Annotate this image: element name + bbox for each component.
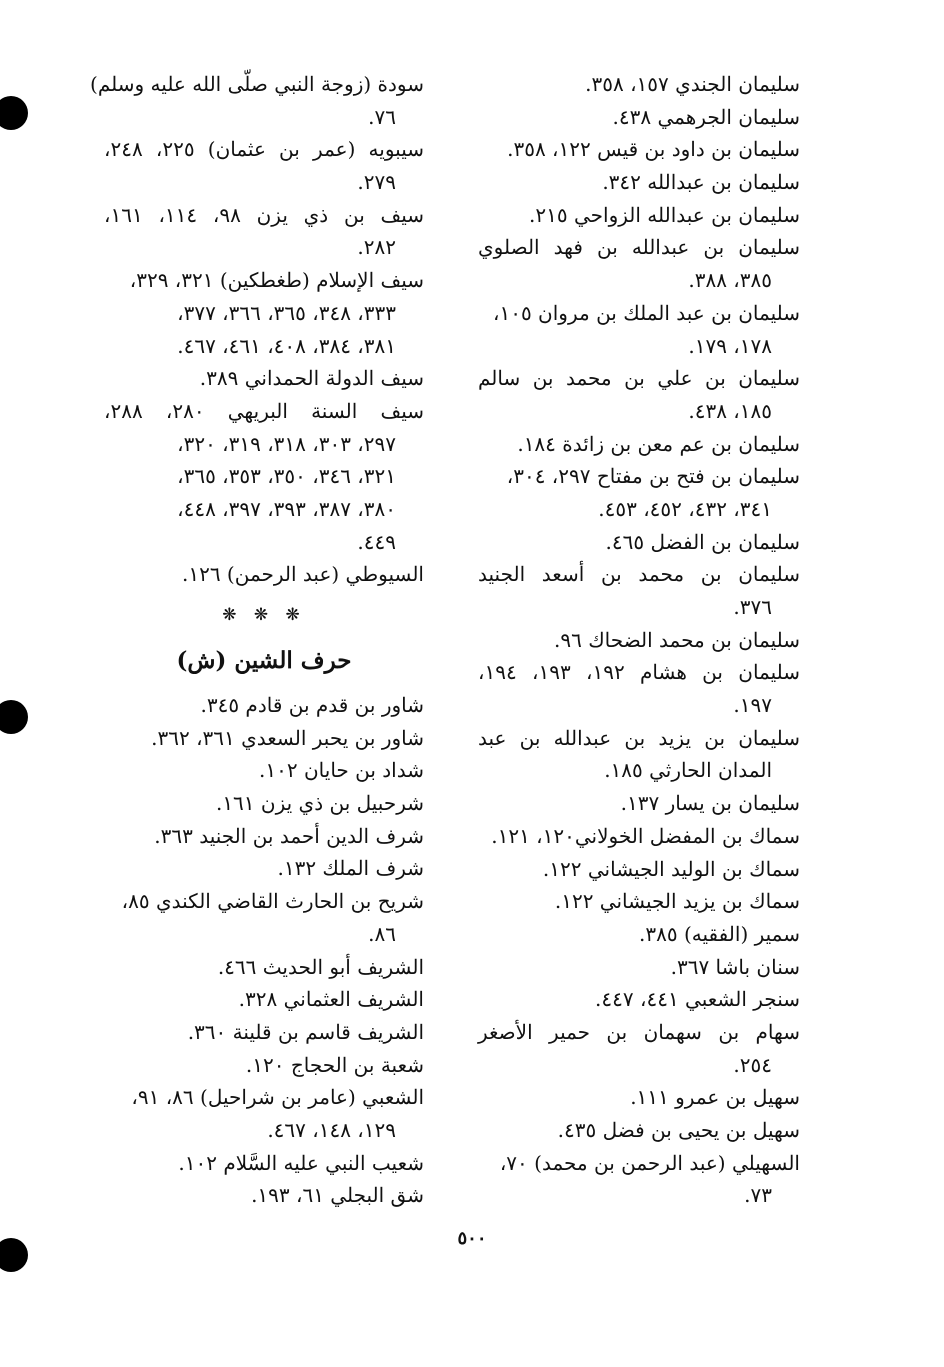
index-entry-continuation: ٣٨٠، ٣٨٧، ٣٩٣، ٣٩٧، ٤٤٨، xyxy=(177,496,396,521)
index-entry: الشريف قاسم بن قلينة ٣٦٠. xyxy=(187,1019,424,1044)
index-entry: سماك بن الوليد الجيشاني ١٢٢. xyxy=(542,856,800,881)
index-column-right xyxy=(478,68,800,1212)
index-entry: سليمان بن علي بن محمد بن سالم xyxy=(478,366,800,391)
index-entry: شعيب النبي عليه السَّلام ١٠٢. xyxy=(178,1150,424,1175)
section-heading: حرف الشين (ش) xyxy=(176,647,352,674)
index-entry: شاور بن يحبر السعدي ٣٦١، ٣٦٢. xyxy=(151,725,424,750)
index-entry: السهيلي (عبد الرحمن بن محمد) ٧٠، xyxy=(499,1150,800,1175)
index-entry: سليمان الجندي ١٥٧، ٣٥٨. xyxy=(585,72,800,96)
index-entry: شريح بن الحارث القاضي الكندي ٨٥، xyxy=(121,889,424,914)
index-entry: سيف الإسلام (طغطكين) ٣٢١، ٣٢٩، xyxy=(129,268,424,293)
index-entry-continuation: ١٧٨، ١٧٩. xyxy=(688,333,772,358)
index-entry-continuation: ٣٧٦. xyxy=(733,595,772,619)
index-entry-continuation: ٤٤٩. xyxy=(357,529,396,554)
index-entry: سهام بن سهمان بن حمير الأصغر xyxy=(478,1019,800,1044)
index-entry: سودة (زوجة النبي صلّى الله عليه وسلم) xyxy=(90,72,424,96)
index-entry: سليمان بن داود بن قيس ١٢٢، ٣٥٨. xyxy=(507,137,800,162)
index-entry: الشعبي (عامر بن شراحيل) ٨٦، ٩١، xyxy=(131,1085,424,1110)
index-entry: سمير (الفقيه) ٣٨٥. xyxy=(639,921,800,946)
index-entry: شعبة بن الحجاج ١٢٠. xyxy=(245,1052,424,1077)
index-entry: الشريف أبو الحديث ٤٦٦. xyxy=(217,954,424,979)
index-entry: سيف الدولة الحمداني ٣٨٩. xyxy=(199,366,424,391)
index-entry: سليمان بن عبدالله ٣٤٢. xyxy=(602,170,800,195)
index-entry-continuation: ٣٨٥، ٣٨٨. xyxy=(688,268,772,293)
punch-hole xyxy=(0,700,28,734)
index-entry: سليمان بن عم معن بن زائدة ١٨٤. xyxy=(517,431,800,456)
index-entry: سهيل بن عمرو ١١١. xyxy=(630,1085,800,1110)
index-entry: شاور بن قدم بن قادم ٣٤٥. xyxy=(200,693,424,717)
index-entry: سليمان بن عبد الملك بن مروان ١٠٥، xyxy=(493,300,800,325)
page-number: ٥٠٠ xyxy=(457,1228,487,1249)
index-entry-continuation: ١٨٥، ٤٣٨. xyxy=(688,398,772,423)
index-entry: سليمان بن محمد بن أسعد الجنيد xyxy=(478,562,800,587)
index-entry-continuation: ٨٦. xyxy=(368,921,396,946)
index-entry-continuation: ٣٤١، ٤٣٢، ٤٥٢، ٤٥٣. xyxy=(598,496,772,521)
index-entry-continuation: ٣٢١، ٣٤٦، ٣٥٠، ٣٥٣، ٣٦٥، xyxy=(177,464,396,489)
index-column-left xyxy=(90,68,425,1212)
index-entry: سليمان بن محمد الضحاك ٩٦. xyxy=(554,627,800,652)
punch-hole xyxy=(0,96,28,130)
index-entry-continuation: ٢٧٩. xyxy=(357,170,396,195)
index-entry: سليمان الجرهمي ٤٣٨. xyxy=(612,104,800,129)
index-entry: شرف الدين أحمد بن الجنيد ٣٦٣. xyxy=(154,823,424,848)
index-entry-continuation: ٢٨٢. xyxy=(357,235,396,260)
index-entry: سماك بن يزيد الجيشاني ١٢٢. xyxy=(554,889,800,914)
index-entry: سليمان بن فتح بن مفتاح ٢٩٧، ٣٠٤، xyxy=(506,464,800,489)
index-entry-continuation: ١٢٩، ١٤٨، ٤٦٧. xyxy=(267,1117,396,1142)
index-entry-continuation: ١٩٧. xyxy=(733,693,772,718)
index-entry: سماك بن المفضل الخولاني١٢٠، ١٢١. xyxy=(491,823,800,848)
index-entry: سهيل بن يحيى بن فضل ٤٣٥. xyxy=(557,1118,800,1142)
index-entry: سليمان بن الفضل ٤٦٥. xyxy=(605,529,800,554)
index-entries-shin xyxy=(104,689,424,1212)
index-entry: شق البجلي ٦١، ١٩٣. xyxy=(251,1183,424,1208)
index-entry: السيوطي (عبد الرحمن) ١٢٦. xyxy=(181,562,424,587)
index-entry-continuation: ٣٨١، ٣٨٤، ٤٠٨، ٤٦١، ٤٦٧. xyxy=(177,333,396,358)
index-entries-sin-continued xyxy=(90,68,425,591)
index-entry: سليمان بن يسار ١٣٧. xyxy=(620,791,800,816)
index-entry: سليمان بن عبدالله بن فهد الصلوي xyxy=(478,235,800,260)
index-entry: شداد بن حايان ١٠٢. xyxy=(259,758,424,783)
index-entry: سليمان بن عبدالله الزواحي ٢١٥. xyxy=(529,202,800,227)
section-separator: ❋ ❋ ❋ xyxy=(222,605,306,625)
index-entry: سليمان بن يزيد بن عبدالله بن عبد xyxy=(478,725,800,750)
index-entry: سنان باشا ٣٦٧. xyxy=(670,954,800,979)
index-entry-continuation: ٢٥٤. xyxy=(733,1052,772,1077)
index-entry: سليمان بن هشام ١٩٢، ١٩٣، ١٩٤، xyxy=(478,660,801,685)
index-entry-continuation: ٧٦. xyxy=(368,104,396,129)
index-entry-continuation: ٧٣. xyxy=(744,1183,772,1208)
index-entry: سيف بن ذي يزن ٩٨، ١١٤، ١٦١، xyxy=(104,202,425,227)
index-entry: الشريف العثماني ٣٢٨. xyxy=(238,987,424,1012)
index-entry-continuation: ٣٣٣، ٣٤٨، ٣٦٥، ٣٦٦، ٣٧٧، xyxy=(177,300,396,325)
index-entry-continuation: المدان الحارثي ١٨٥. xyxy=(604,758,772,783)
index-entry: شرف الملك ١٣٢. xyxy=(277,856,424,881)
index-entry-continuation: ٢٩٧، ٣٠٣، ٣١٨، ٣١٩، ٣٢٠، xyxy=(177,431,396,456)
index-entry: سيف السنة البريهي ٢٨٠، ٢٨٨، xyxy=(104,398,424,423)
index-entry: سنجر الشعبي ٤٤١، ٤٤٧. xyxy=(595,987,800,1012)
index-entry: شرحبيل بن ذي يزن ١٦١. xyxy=(215,791,424,816)
index-entry: سيبويه (عمر بن عثمان) ٢٢٥، ٢٤٨، xyxy=(104,137,424,162)
